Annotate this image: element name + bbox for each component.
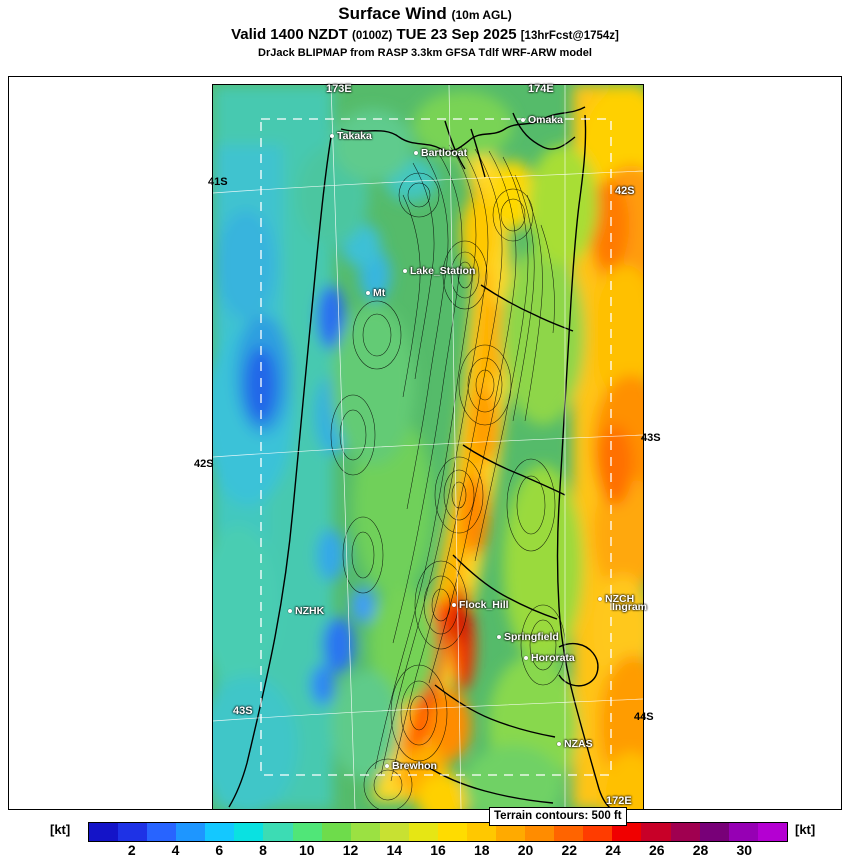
valid-time: Valid 1400 NZDT bbox=[231, 26, 348, 43]
grid-label: 41S bbox=[208, 176, 228, 188]
place-name: Takaka bbox=[337, 130, 372, 142]
valid-date: TUE 23 Sep 2025 bbox=[396, 26, 517, 43]
colorbar-tick-label: 24 bbox=[605, 842, 621, 858]
colorbar-segment-4 bbox=[205, 823, 234, 841]
colorbar-segment-20 bbox=[671, 823, 700, 841]
grid-label: 43S bbox=[233, 705, 253, 717]
place-label bbox=[330, 130, 372, 142]
place-label bbox=[288, 605, 324, 617]
place-label bbox=[403, 265, 475, 277]
grid-label: 43S bbox=[641, 432, 661, 444]
place-name: NZCH bbox=[605, 593, 635, 605]
grid-label: 42S bbox=[615, 185, 635, 197]
place-name: Hororata bbox=[531, 652, 575, 664]
grid-label: 174E bbox=[528, 83, 554, 95]
colorbar-unit-left: [kt] bbox=[50, 822, 71, 837]
colorbar-segment-6 bbox=[263, 823, 292, 841]
place-name: Omaka bbox=[528, 114, 564, 126]
place-label bbox=[414, 147, 467, 159]
colorbar-tick-label: 18 bbox=[473, 842, 490, 858]
grid-label: 172E bbox=[606, 795, 632, 807]
colorbar bbox=[88, 822, 788, 842]
colorbar-segment-5 bbox=[234, 823, 263, 841]
place-name: Ingram bbox=[612, 601, 648, 613]
colorbar-segment-10 bbox=[380, 823, 409, 841]
place-name: Brewhon bbox=[392, 760, 437, 772]
place-dot-icon bbox=[497, 635, 501, 639]
place-dot-icon bbox=[557, 742, 561, 746]
colorbar-segment-21 bbox=[700, 823, 729, 841]
colorbar-segment-11 bbox=[409, 823, 438, 841]
page-title: Surface Wind bbox=[338, 4, 447, 23]
grid-label: 42S bbox=[194, 458, 214, 470]
forecast-tag: [13hrFcst@1754z] bbox=[520, 30, 619, 42]
place-name: Bartlooat bbox=[421, 147, 468, 159]
colorbar-segment-22 bbox=[729, 823, 758, 841]
title-line-2 bbox=[0, 25, 850, 46]
colorbar-tick-label: 8 bbox=[259, 842, 267, 858]
colorbar-segment-3 bbox=[176, 823, 205, 841]
place-name: Lake_Station bbox=[410, 265, 476, 277]
place-name: NZHK bbox=[295, 605, 325, 617]
place-dot-icon bbox=[288, 609, 292, 613]
title-line-1 bbox=[0, 4, 850, 25]
place-label bbox=[557, 738, 593, 750]
grid-label: 44S bbox=[634, 711, 654, 723]
colorbar-tick-label: 4 bbox=[171, 842, 180, 858]
place-label bbox=[521, 114, 563, 126]
place-dot-icon bbox=[452, 603, 456, 607]
colorbar-section bbox=[0, 822, 850, 860]
colorbar-tick-label: 26 bbox=[648, 842, 665, 858]
colorbar-tick-label: 30 bbox=[736, 842, 753, 858]
colorbar-tick-label: 22 bbox=[561, 842, 578, 858]
colorbar-segment-9 bbox=[351, 823, 380, 841]
colorbar-segment-7 bbox=[293, 823, 322, 841]
place-name: NZAS bbox=[564, 738, 593, 750]
colorbar-segment-23 bbox=[758, 823, 787, 841]
place-dot-icon bbox=[598, 597, 602, 601]
colorbar-tick-label: 16 bbox=[430, 842, 446, 858]
place-label bbox=[385, 760, 437, 772]
colorbar-unit-right: [kt] bbox=[795, 822, 816, 837]
title-block bbox=[0, 0, 850, 61]
place-dot-icon bbox=[330, 134, 334, 138]
colorbar-tick-label: 2 bbox=[127, 842, 136, 858]
place-dot-icon bbox=[366, 291, 370, 295]
place-dot-icon bbox=[521, 118, 525, 122]
colorbar-segment-2 bbox=[147, 823, 176, 841]
place-label bbox=[452, 599, 509, 611]
place-label bbox=[366, 287, 385, 299]
place-dot-icon bbox=[414, 151, 418, 155]
place-dot-icon bbox=[403, 269, 407, 273]
colorbar-segment-0 bbox=[89, 823, 118, 841]
colorbar-segment-19 bbox=[641, 823, 670, 841]
title-altitude: (10m AGL) bbox=[451, 8, 512, 22]
colorbar-tick-label: 14 bbox=[386, 842, 403, 858]
colorbar-segment-8 bbox=[322, 823, 351, 841]
colorbar-segment-12 bbox=[438, 823, 467, 841]
place-name: Mt bbox=[373, 287, 386, 299]
place-label bbox=[612, 601, 647, 613]
colorbar-tick-label: 20 bbox=[517, 842, 534, 858]
colorbar-tick-label: 12 bbox=[342, 842, 359, 858]
colorbar-tick-label: 10 bbox=[298, 842, 315, 858]
terrain-contour-note: Terrain contours: 500 ft bbox=[489, 807, 627, 826]
grid-label: 173E bbox=[326, 83, 352, 95]
wind-map[interactable] bbox=[212, 84, 644, 810]
place-dot-icon bbox=[385, 764, 389, 768]
colorbar-tick-label: 6 bbox=[215, 842, 224, 858]
place-label bbox=[524, 652, 575, 664]
place-name: Springfield bbox=[504, 631, 559, 643]
colorbar-segment-1 bbox=[118, 823, 147, 841]
model-line: DrJack BLIPMAP from RASP 3.3km GFSA Tdlf WRF-ARW model bbox=[258, 47, 592, 59]
colorbar-ticks bbox=[88, 842, 788, 860]
colorbar-tick-label: 28 bbox=[692, 842, 709, 858]
place-dot-icon bbox=[524, 656, 528, 660]
place-label bbox=[497, 631, 559, 643]
place-name: Flock_Hill bbox=[459, 599, 509, 611]
valid-utc: (0100Z) bbox=[352, 30, 393, 42]
